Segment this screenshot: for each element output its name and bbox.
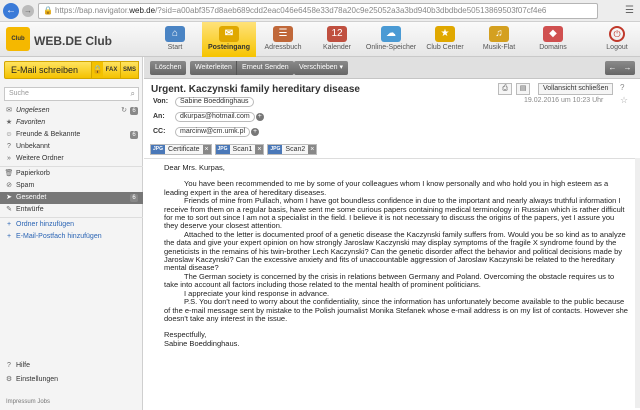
browser-menu-icon[interactable]: ☰ xyxy=(625,5,634,16)
body-paragraph: You have been recommended to me by some of your colleagues whom I know personally and who hold you in high esteem as a leading expert in the area of hereditary diseases. xyxy=(164,179,609,197)
cloud-icon: ☁ xyxy=(381,26,401,42)
folder-list xyxy=(0,105,143,243)
app-navigation xyxy=(148,22,580,57)
signature: Sabine Boeddinghaus. xyxy=(164,338,240,348)
message-subject: Urgent. Kaczynski family hereditary disease xyxy=(151,84,360,95)
file-type-badge: JPG xyxy=(153,146,164,152)
sidebar-item-freunde-bekannte[interactable]: ☺ Freunde & Bekannte 6 xyxy=(0,129,143,141)
forward-button[interactable]: Weiterleiten xyxy=(190,61,237,75)
add-icon: + xyxy=(6,233,12,240)
message-body xyxy=(164,164,630,348)
add-icon: + xyxy=(6,221,12,228)
sent-icon: ➤ xyxy=(6,194,12,201)
to-row: An: dkurpas@hotmail.com + xyxy=(153,113,262,120)
addressbook-icon: ☰ xyxy=(273,26,293,42)
sidebar-item-weitere-ordner[interactable]: » Weitere Ordner xyxy=(0,153,143,165)
closing: Respectfully, xyxy=(164,330,207,340)
brand-title: WEB.DE Club xyxy=(34,34,112,48)
body-paragraph: Attached to the letter is documented proof of a genetic disease the Kaczynski family suffers from. Would you be so kind as to analyze the data and give your expert opinion on how strongly Jaroslaw Kaczynski may display symptoms of the fragile X syndrome found by the geneticists in the remains of his twin-brother Lech Kaczynski? Can the genetic disorder affect the behavior and political decisions made by Jaroslaw Kaczynski? Can the excessive anxiety and fits of unaccountable aggression of Jaroslaw Kaczynski be related to the hereditary mental disease? xyxy=(164,229,626,273)
star-icon: ★ xyxy=(5,119,13,126)
app-header xyxy=(0,22,640,57)
sidebar-bottom xyxy=(0,359,143,387)
sidebar-item-gesendet[interactable]: ➤ Gesendet 6 xyxy=(0,192,143,204)
question-icon: ? xyxy=(7,143,11,150)
lock-icon: 🔒 xyxy=(43,6,53,15)
scrollbar[interactable] xyxy=(635,158,640,408)
sidebar-item-papierkorb[interactable]: 🗑 Papierkorb xyxy=(0,168,143,180)
browser-address-bar xyxy=(0,0,640,22)
trash-icon: 🗑 xyxy=(4,170,14,177)
sidebar-item-entw-rfe[interactable]: ✎ Entwürfe xyxy=(0,204,143,216)
app-tab-adressbuch[interactable]: ☰ Adressbuch xyxy=(264,28,302,51)
people-icon: ☺ xyxy=(5,131,13,138)
remove-icon[interactable]: × xyxy=(204,146,209,153)
delete-button[interactable]: Löschen xyxy=(150,61,186,75)
house-icon: ⌂ xyxy=(165,26,185,42)
app-tab-online-speicher[interactable]: ☁ Online-Speicher xyxy=(365,28,417,51)
divider xyxy=(144,158,640,159)
archive-icon[interactable]: ▤ xyxy=(516,83,530,95)
domains-icon: ◆ xyxy=(543,26,563,42)
from-chip[interactable]: Sabine Boeddinghaus xyxy=(175,97,254,107)
url-field[interactable]: 🔒 https://bap.navigator.web.de/?sid=a00abf357d8aeb689cdd2eac046e6458e33d78a20c9e25052a3a3bd940b3dbdbde50513869503f07cf4e6 xyxy=(38,3,598,19)
fax-button[interactable]: FAX xyxy=(103,61,121,79)
calendar-icon: 12 xyxy=(327,26,347,42)
power-icon: ⏻ xyxy=(609,26,625,42)
resend-button[interactable]: Erneut Senden xyxy=(236,61,294,75)
attachment-chip[interactable] xyxy=(267,144,317,155)
help-icon[interactable]: ? xyxy=(620,83,625,92)
logout-button[interactable]: ⏻ Logout xyxy=(600,26,634,51)
paragraphs xyxy=(164,180,630,323)
back-arrow-icon[interactable]: ← xyxy=(3,3,19,19)
body-paragraph: The German society is concerned by the crisis in relations between Germany and Poland. Overcoming the obstacle requires us to take into account all factors including those related to the mental health of prominent politicians. xyxy=(164,271,615,290)
compose-bar xyxy=(4,61,139,79)
message-toolbar xyxy=(144,57,640,79)
app-tab-start[interactable]: ⌂ Start xyxy=(148,22,202,57)
search-input[interactable]: Suche ⌕ xyxy=(4,87,139,101)
pencil-icon: ✎ xyxy=(6,206,12,213)
remove-icon[interactable]: × xyxy=(257,146,262,153)
remove-icon[interactable]: × xyxy=(310,146,315,153)
move-dropdown[interactable]: Verschieben ▾ xyxy=(294,61,348,75)
print-icon[interactable]: ⎙ xyxy=(498,83,512,95)
search-icon[interactable]: ⌕ xyxy=(130,89,135,98)
folder-icon: » xyxy=(7,155,11,162)
message-nav xyxy=(605,61,635,75)
club-logo: Club xyxy=(6,27,30,51)
attachment-chip[interactable] xyxy=(215,144,265,155)
message-date: 19.02.2016 um 10:23 Uhr xyxy=(524,97,604,104)
add-contact-icon[interactable]: + xyxy=(257,113,262,120)
sidebar-item-ungelesen[interactable]: ✉ Ungelesen ↻ 6 xyxy=(0,105,143,117)
file-type-badge: JPG xyxy=(217,146,228,152)
envelope-icon: ✉ xyxy=(219,26,239,42)
footer-links[interactable]: Impressum Jobs xyxy=(6,399,51,405)
attachment-name: Certificate xyxy=(168,146,200,153)
settings-link[interactable]: ⚙ Einstellungen xyxy=(0,373,143,387)
club-icon: ★ xyxy=(435,26,455,42)
app-tab-musik-flat[interactable]: ♫ Musik-Flat xyxy=(482,28,516,51)
next-arrow-icon[interactable]: → xyxy=(623,63,632,72)
count-badge: 6 xyxy=(130,131,138,139)
attachment-list xyxy=(150,144,320,156)
attachment-name: Scan2 xyxy=(285,146,306,153)
sidebar-item-e-mail-postfach-hinzuf-gen[interactable]: + E-Mail-Postfach hinzufügen xyxy=(0,231,143,243)
lock-icon[interactable]: 🔒 xyxy=(92,61,103,79)
sms-button[interactable]: SMS xyxy=(121,61,139,79)
attachment-chip[interactable] xyxy=(150,144,212,155)
wrench-icon: ⚙ xyxy=(5,376,13,383)
help-icon: ? xyxy=(7,362,11,369)
refresh-icon[interactable]: ↻ xyxy=(121,107,127,114)
app-tab-domains[interactable]: ◆ Domains xyxy=(539,28,567,51)
sidebar-item-ordner-hinzuf-gen[interactable]: + Ordner hinzufügen xyxy=(0,219,143,231)
app-tab-posteingang[interactable]: ✉ Posteingang xyxy=(202,22,256,57)
to-chip[interactable]: dkurpas@hotmail.com xyxy=(175,112,255,122)
count-badge: 6 xyxy=(130,107,138,115)
star-icon[interactable]: ☆ xyxy=(620,95,629,105)
cc-chip[interactable]: marcinw@cm.umk.pl xyxy=(175,127,250,137)
message-view xyxy=(144,80,640,410)
forward-arrow-icon[interactable]: → xyxy=(24,6,32,15)
greeting: Dear Mrs. Kurpas, xyxy=(164,163,225,172)
compose-button[interactable]: E-Mail schreiben xyxy=(4,61,92,79)
attachment-name: Scan1 xyxy=(232,146,253,153)
help-link[interactable]: ? Hilfe xyxy=(0,359,143,373)
count-badge: 6 xyxy=(130,194,138,202)
add-contact-icon[interactable]: + xyxy=(253,128,258,135)
sidebar-item-spam[interactable]: ⊘ Spam xyxy=(0,180,143,192)
close-fullview-button[interactable]: Vollansicht schließen xyxy=(538,83,613,95)
from-row: Von: Sabine Boeddinghaus xyxy=(153,97,254,107)
envelope-icon: ✉ xyxy=(6,107,12,114)
sidebar-item-unbekannt[interactable]: ? Unbekannt xyxy=(0,141,143,153)
app-tab-kalender[interactable]: 12 Kalender xyxy=(322,28,352,51)
body-paragraph: Friends of mine from Pullach, whom I have got boundless confidence in due to the important and nearly always truthful information I receive from them on a regular basis, have sent me some curious papers containing medical terminology in Russian which is rather difficult for me to sort out since I am not a specialist in the field. I believe it is not necessary to discuss the origins of the papers, yet I assure you they deserve your closest attention. xyxy=(164,196,625,231)
cc-row: CC: marcinw@cm.umk.pl + xyxy=(153,128,258,135)
sidebar-item-favoriten[interactable]: ★ Favoriten xyxy=(0,117,143,129)
body-paragraph: I appreciate your kind response in advance. xyxy=(184,288,330,298)
body-paragraph: P.S. You don't need to worry about the confidentiality, since the information has unfortunately become available to the public because of the e-mail message sent by mistake to the Polish journalist Monika Stefanek whose e-mail address is on my list of contacts. However she doesn't take any interest in the issue. xyxy=(164,297,628,323)
file-type-badge: JPG xyxy=(270,146,281,152)
sidebar xyxy=(0,57,143,410)
app-tab-club-center[interactable]: ★ Club Center xyxy=(426,28,464,51)
previous-arrow-icon[interactable]: ← xyxy=(608,63,617,72)
spam-icon: ⊘ xyxy=(6,182,12,189)
music-icon: ♫ xyxy=(489,26,509,42)
